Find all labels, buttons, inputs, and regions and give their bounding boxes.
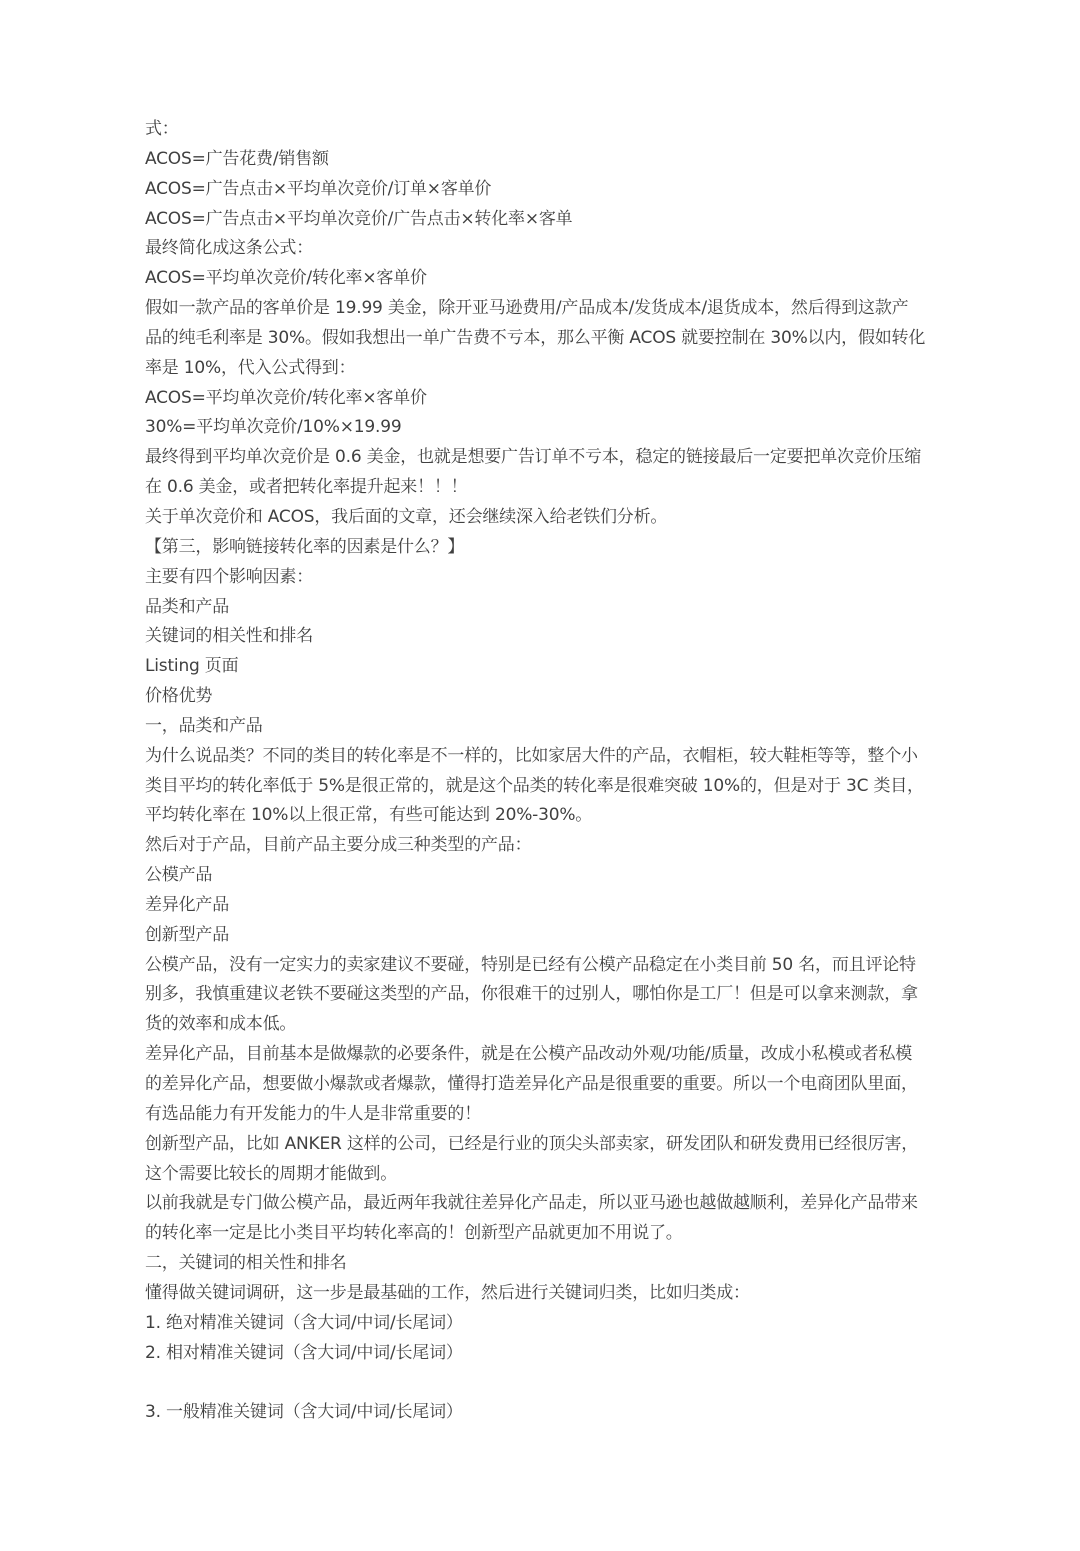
text-line: 二，关键词的相关性和排名 [145, 1253, 347, 1274]
text-line: 在 0.6 美金，或者把转化率提升起来！！！ [145, 477, 468, 498]
text-line: 2. 相对精准关键词（含大词/中词/长尾词） [145, 1342, 463, 1363]
article-body [145, 115, 945, 1428]
text-line: 差异化产品 [145, 894, 229, 915]
text-line: 有选品能力有开发能力的牛人是非常重要的！ [145, 1103, 481, 1124]
text-line: ACOS=平均单次竞价/转化率×客单价 [145, 268, 427, 289]
text-line: 公模产品 [145, 865, 213, 886]
text-line: 价格优势 [145, 686, 213, 707]
text-line: 为什么说品类？不同的类目的转化率是不一样的，比如家居大件的产品，衣帽柜，较大鞋柜等等，整个小 [145, 745, 918, 766]
text-line: 的差异化产品，想要做小爆款或者爆款，懂得打造差异化产品是很重要的重要。所以一个电商团队里面， [145, 1074, 918, 1094]
text-line: 3. 一般精准关键词（含大词/中词/长尾词） [145, 1402, 463, 1423]
blank-line [145, 1368, 945, 1398]
text-line: 差异化产品，目前基本是做爆款的必要条件，就是在公模产品改动外观/功能/质量，改成小私模或者私模 [145, 1044, 913, 1065]
text-line: ACOS=广告点击×平均单次竞价/订单×客单价 [145, 178, 492, 199]
text-line: 式： [145, 119, 179, 139]
text-line: 以前我就是专门做公模产品，最近两年我就往差异化产品走，所以亚马逊也越做越顺利，差异化产品带来 [145, 1193, 918, 1214]
text-line: ACOS=平均单次竞价/转化率×客单价 [145, 387, 427, 408]
text-line: 率是 10%，代入公式得到： [145, 357, 356, 378]
text-line: 创新型产品，比如 ANKER 这样的公司，已经是行业的顶尖头部卖家，研发团队和研发费用已经很厉害， [145, 1133, 919, 1154]
text-line: 主要有四个影响因素： [145, 566, 313, 587]
text-line: Listing 页面 [145, 656, 239, 677]
text-line: ACOS=广告点击×平均单次竞价/广告点击×转化率×客单 [145, 208, 573, 229]
text-line: 品类和产品 [145, 596, 229, 617]
text-line: 【第三，影响链接转化率的因素是什么？】 [145, 536, 465, 557]
text-line: ACOS=广告花费/销售额 [145, 148, 329, 169]
text-line: 类目平均的转化率低于 5%是很正常的，就是这个品类的转化率是很难突破 10%的，但是对于 3C 类目， [145, 775, 924, 796]
text-line: 关键词的相关性和排名 [145, 626, 313, 647]
text-line: 懂得做关键词调研，这一步是最基础的工作，然后进行关键词归类，比如归类成： [145, 1282, 750, 1303]
text-line: 别多，我慎重建议老铁不要碰这类型的产品，你很难干的过别人，哪怕你是工厂！但是可以拿来测款，拿 [145, 984, 918, 1005]
text-line: 假如一款产品的客单价是 19.99 美金，除开亚马逊费用/产品成本/发货成本/退货成本，然后得到这款产 [145, 298, 909, 319]
text-line: 品的纯毛利率是 30%。假如我想出一单广告费不亏本，那么平衡 ACOS 就要控制在 30%以内，假如转化 [145, 327, 926, 348]
text-line: 平均转化率在 10%以上很正常，有些可能达到 20%-30%。 [145, 805, 593, 826]
text-line: 1. 绝对精准关键词（含大词/中词/长尾词） [145, 1312, 463, 1333]
text-line: 公模产品，没有一定实力的卖家建议不要碰，特别是已经有公模产品稳定在小类目前 50 名，而且评论特 [145, 954, 916, 975]
text-line: 30%=平均单次竞价/10%×19.99 [145, 417, 402, 438]
text-line: 创新型产品 [145, 924, 229, 945]
text-line: 这个需要比较长的周期才能做到。 [145, 1163, 397, 1184]
text-line: 最终得到平均单次竞价是 0.6 美金，也就是想要广告订单不亏本，稳定的链接最后一定要把单次竞价压缩 [145, 447, 922, 468]
text-line: 最终简化成这条公式： [145, 238, 313, 259]
text-line: 关于单次竞价和 ACOS，我后面的文章，还会继续深入给老铁们分析。 [145, 506, 668, 527]
text-line: 一，品类和产品 [145, 715, 263, 736]
text-line: 货的效率和成本低。 [145, 1014, 297, 1035]
text-line: 然后对于产品，目前产品主要分成三种类型的产品： [145, 835, 532, 856]
text-line: 的转化率一定是比小类目平均转化率高的！创新型产品就更加不用说了。 [145, 1223, 683, 1244]
